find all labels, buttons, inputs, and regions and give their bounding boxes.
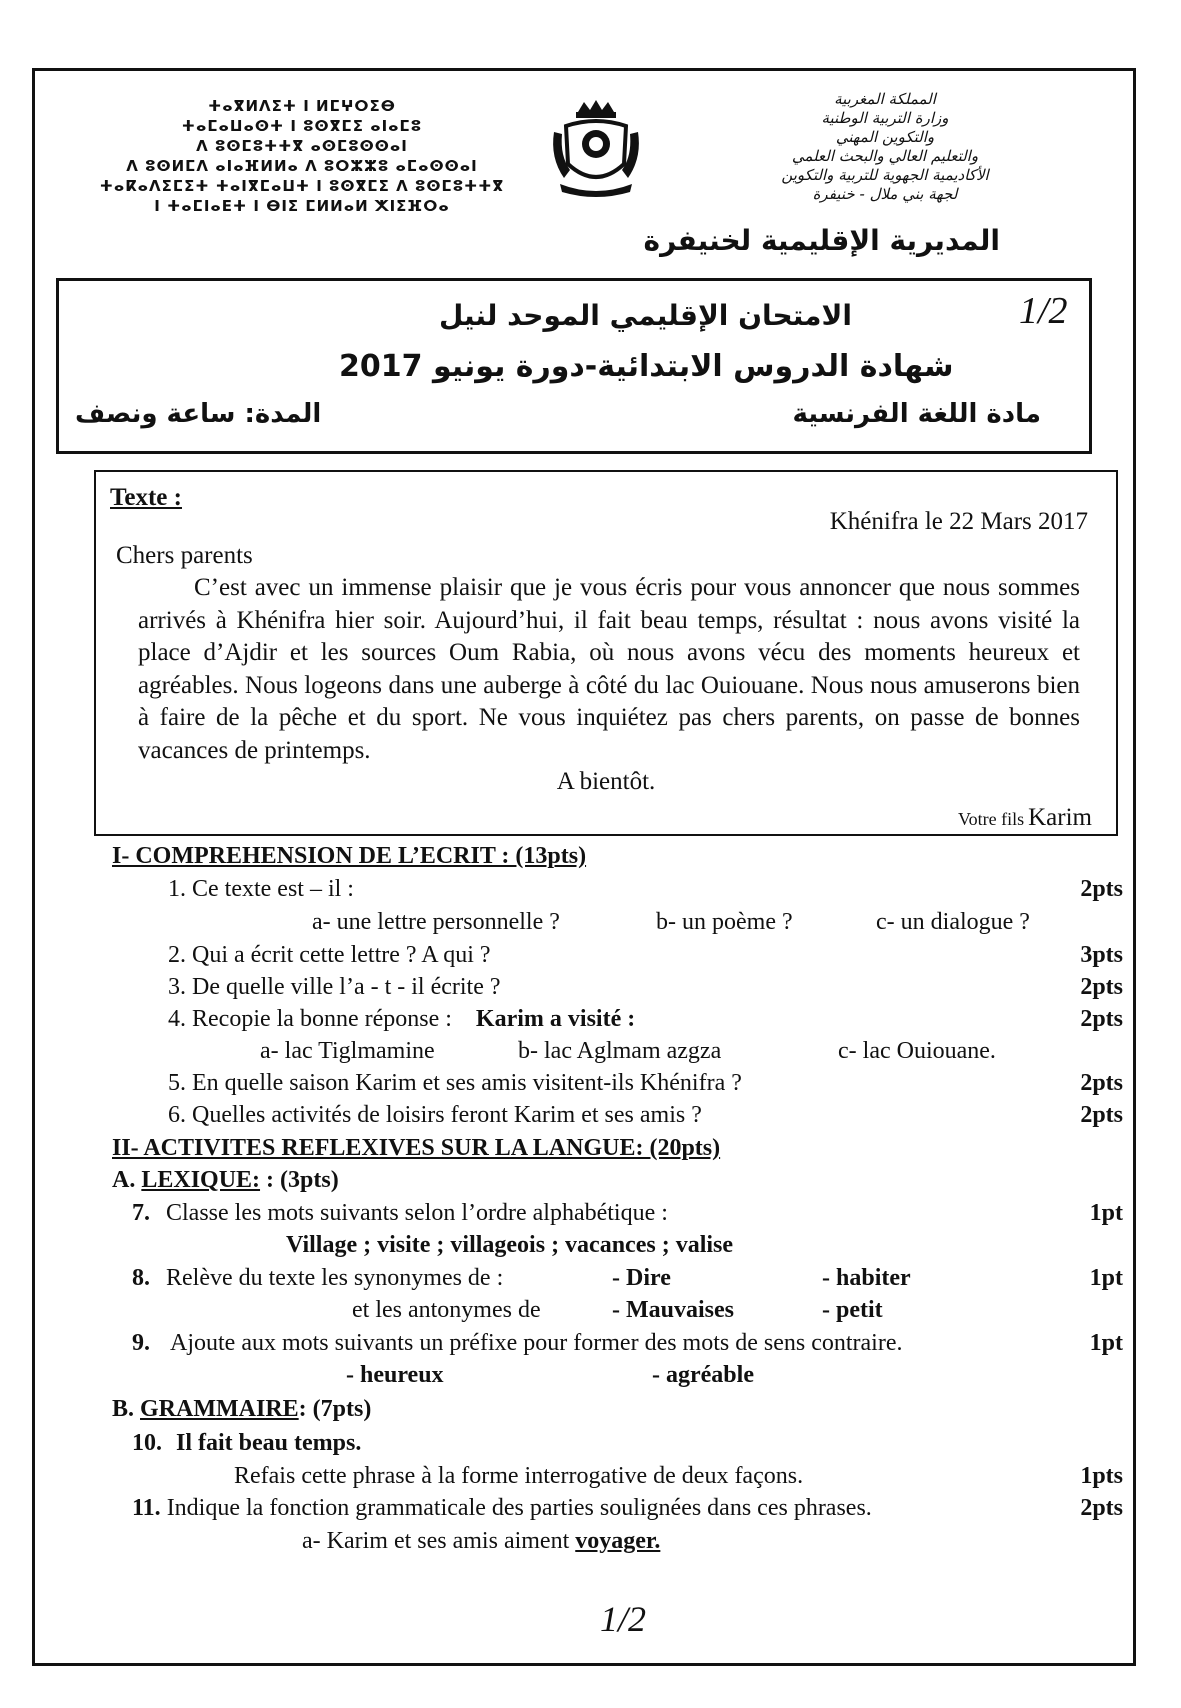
question-7-points: 1pt bbox=[1089, 1200, 1123, 1226]
page-mark: 1/2 bbox=[1019, 290, 1068, 332]
question-1-points: 2pts bbox=[1080, 876, 1123, 902]
exam-title-line1: الامتحان الإقليمي الموحد لنيل bbox=[439, 299, 852, 332]
question-9 bbox=[132, 1330, 903, 1357]
q1-option-c: c- un dialogue ? bbox=[876, 909, 1030, 935]
exam-duration: المدة: ساعة ونصف bbox=[75, 399, 322, 429]
question-8 bbox=[132, 1265, 503, 1292]
lexique-suffix: : (3pts) bbox=[266, 1167, 339, 1193]
lexique-word: LEXIQUE: bbox=[141, 1167, 261, 1193]
question-7 bbox=[132, 1200, 668, 1227]
question-5: 5. En quelle saison Karim et ses amis visitent-ils Khénifra ? bbox=[168, 1070, 742, 1096]
q11-sentence-a bbox=[302, 1528, 660, 1555]
tifinagh-line: ⵜⴰⴳⵍⴷⵉⵜ ⵏ ⵍⵎⵖⵔⵉⴱ bbox=[208, 97, 396, 115]
question-1: 1. Ce texte est – il : bbox=[168, 876, 354, 902]
q9-word-heureux: - heureux bbox=[346, 1362, 444, 1388]
q8-word-mauvaises: - Mauvaises bbox=[612, 1297, 734, 1323]
signature-prefix: Votre fils bbox=[957, 809, 1025, 829]
question-8-points: 1pt bbox=[1089, 1265, 1123, 1291]
question-10-points: 1pts bbox=[1080, 1463, 1123, 1489]
letter-date: Khénifra le 22 Mars 2017 bbox=[829, 508, 1088, 535]
question-11-points: 2pts bbox=[1080, 1495, 1123, 1521]
question-8-text: Relève du texte les synonymes de : bbox=[166, 1265, 504, 1291]
grammaire-heading bbox=[112, 1396, 371, 1423]
question-4-bold: Karim a visité : bbox=[475, 1006, 636, 1032]
question-6-points: 2pts bbox=[1080, 1102, 1123, 1128]
question-11-number: 11. bbox=[132, 1495, 161, 1521]
q4-option-c: c- lac Ouiouane. bbox=[838, 1038, 996, 1064]
q8-word-habiter: - habiter bbox=[822, 1265, 911, 1291]
footer-page-mark: 1/2 bbox=[600, 1599, 647, 1639]
exam-title-line2: شهادة الدروس الابتدائية-دورة يونيو 2017 bbox=[339, 349, 954, 384]
question-10-number: 10. bbox=[132, 1430, 162, 1456]
letter-greeting: Chers parents bbox=[116, 542, 253, 569]
question-11 bbox=[132, 1495, 872, 1522]
question-9-points: 1pt bbox=[1089, 1330, 1123, 1356]
arabic-line: والتعليم العالي والبحث العلمي bbox=[791, 147, 979, 165]
letter-body: C’est avec un immense plaisir que je vous écris pour vous annoncer que nous sommes arrivés à Khénifra hier soir. Aujourd’hui, il fait beau temps, résultat : nous avons visité la place d’Ajdir et les sources Oum Rabia, où nous avons vécu des moments heureux et agréables. Nous logeons dans une auberge à côté du lac Ouiouane. Nous nous amuserons bien à faire de la pêche et du sport. Ne vous inquiétez pas chers parents, on passe de bonnes vacances de printemps. bbox=[138, 574, 1080, 764]
text-label: Texte : bbox=[110, 484, 182, 511]
q11-sentence-a-text: a- Karim et ses amis aiment bbox=[302, 1528, 570, 1554]
arabic-line: المملكة المغربية bbox=[834, 90, 936, 108]
question-10 bbox=[132, 1430, 361, 1457]
section2-title: II- ACTIVITES REFLEXIVES SUR LA LANGUE: (20pts) bbox=[112, 1135, 721, 1161]
lexique-heading bbox=[112, 1167, 339, 1194]
question-6: 6. Quelles activités de loisirs feront Karim et ses amis ? bbox=[168, 1102, 702, 1128]
question-10-sentence: Il fait beau temps. bbox=[176, 1430, 362, 1456]
q9-word-agreable: - agréable bbox=[652, 1362, 754, 1388]
q8-antonyms-text: et les antonymes de bbox=[352, 1297, 541, 1323]
question-4 bbox=[168, 1006, 635, 1033]
question-7-number: 7. bbox=[132, 1200, 150, 1226]
tifinagh-line: ⵏ ⵜⴰⵎⵏⴰⴹⵜ ⵏ ⴱⵏⵉ ⵎⵍⵍⴰⵍ ⵅⵏⵉⴼⵔⴰ bbox=[154, 197, 450, 215]
question-4-points: 2pts bbox=[1080, 1006, 1123, 1032]
q11-underlined-word: voyager. bbox=[575, 1528, 661, 1554]
arabic-line: الأكاديمية الجهوية للتربية والتكوين bbox=[781, 166, 989, 184]
question-11-text: Indique la fonction grammaticale des parties soulignées dans ces phrases. bbox=[166, 1495, 872, 1521]
section1-title: I- COMPREHENSION DE L’ECRIT : (13pts) bbox=[112, 843, 587, 869]
directorate-title: المديرية الإقليمية لخنيفرة bbox=[643, 224, 1000, 257]
q8-word-dire: - Dire bbox=[612, 1265, 671, 1291]
q1-option-b: b- un poème ? bbox=[656, 909, 793, 935]
question-3-points: 2pts bbox=[1080, 974, 1123, 1000]
question-7-text: Classe les mots suivants selon l’ordre alphabétique : bbox=[166, 1200, 668, 1226]
tifinagh-line: ⴷ ⵓⵙⵎⵓⵜⵜⴳ ⴰⵙⵎⵓⵙⵙⴰⵏ bbox=[196, 137, 408, 155]
grammaire-suffix: : (7pts) bbox=[298, 1396, 372, 1422]
tifinagh-line: ⵜⴰⵎⴰⵡⴰⵙⵜ ⵏ ⵓⵙⴳⵎⵉ ⴰⵏⴰⵎⵓ bbox=[181, 117, 423, 135]
lexique-prefix: A. bbox=[112, 1167, 136, 1193]
grammaire-word: GRAMMAIRE bbox=[140, 1396, 299, 1422]
question-9-text: Ajoute aux mots suivants un préfixe pour former des mots de sens contraire. bbox=[170, 1330, 903, 1356]
signature-name: Karim bbox=[1028, 804, 1092, 831]
arabic-line: وزارة التربية الوطنية bbox=[821, 109, 949, 127]
q1-option-a: a- une lettre personnelle ? bbox=[312, 909, 560, 935]
question-2: 2. Qui a écrit cette lettre ? A qui ? bbox=[168, 942, 491, 968]
exam-subject: مادة اللغة الفرنسية bbox=[792, 399, 1041, 429]
q4-option-b: b- lac Aglmam azgza bbox=[518, 1038, 722, 1064]
question-4-text: 4. Recopie la bonne réponse : bbox=[168, 1006, 452, 1032]
letter-closing: A bientôt. bbox=[556, 768, 656, 795]
question-3: 3. De quelle ville l’a - t - il écrite ? bbox=[168, 974, 501, 1000]
arabic-line: والتكوين المهني bbox=[835, 128, 935, 146]
question-8-number: 8. bbox=[132, 1265, 150, 1291]
q7-words: Village ; visite ; villageois ; vacances ; valise bbox=[286, 1232, 734, 1258]
question-9-number: 9. bbox=[132, 1330, 150, 1356]
q4-option-a: a- lac Tiglmamine bbox=[260, 1038, 435, 1064]
q8-word-petit: - petit bbox=[822, 1297, 883, 1323]
arabic-line: لجهة بني ملال - خنيفرة bbox=[812, 185, 958, 203]
question-5-points: 2pts bbox=[1080, 1070, 1123, 1096]
question-10-instruction: Refais cette phrase à la forme interrogative de deux façons. bbox=[234, 1463, 804, 1489]
grammaire-prefix: B. bbox=[112, 1396, 135, 1422]
question-2-points: 3pts bbox=[1080, 942, 1123, 968]
tifinagh-line: ⴷ ⵓⵙⵍⵎⴷ ⴰⵏⴰⴼⵍⵍⴰ ⴷ ⵓⵔⵣⵣⵓ ⴰⵎⴰⵙⵙⴰⵏ bbox=[126, 157, 478, 175]
tifinagh-line: ⵜⴰⴽⴰⴷⵉⵎⵉⵜ ⵜⴰⵏⴳⵎⴰⵡⵜ ⵏ ⵓⵙⴳⵎⵉ ⴷ ⵓⵙⵎⵓⵜⵜⴳ bbox=[99, 177, 505, 195]
